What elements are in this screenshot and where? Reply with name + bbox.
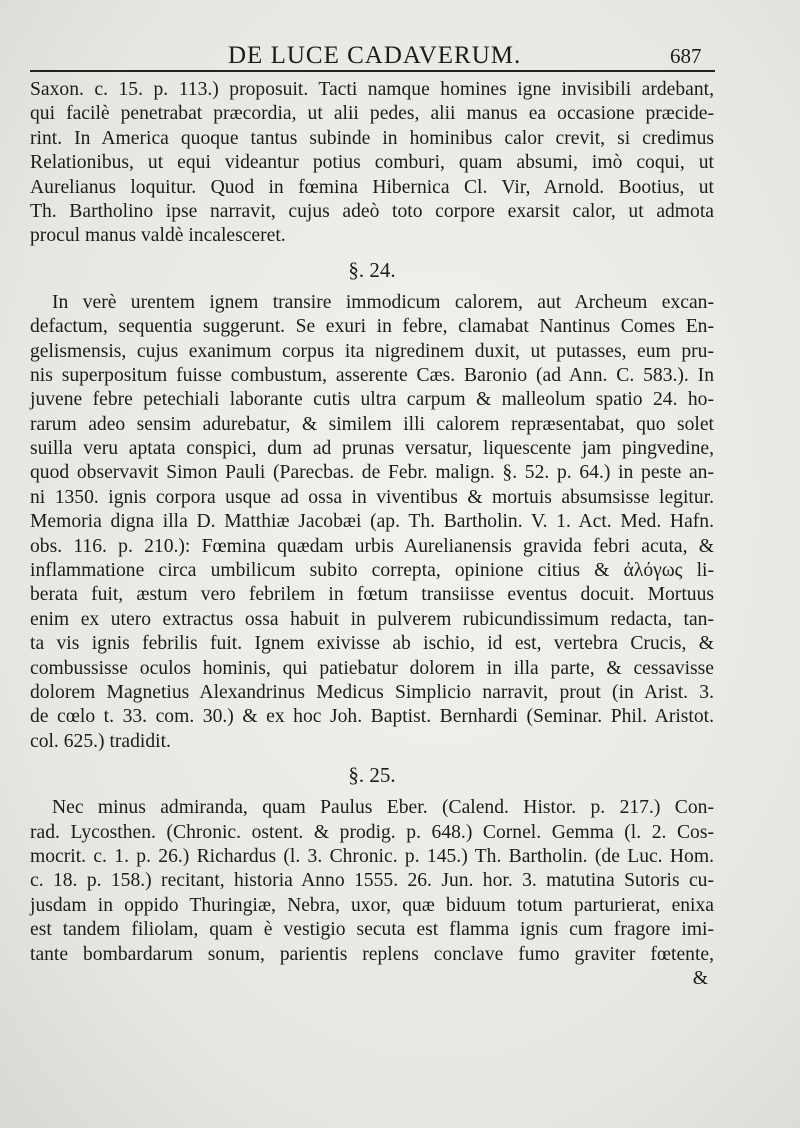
page-number: 687 <box>670 44 702 68</box>
section-heading: §. 25. <box>348 763 396 788</box>
text-line: tante bombardarum sonum, parientis replens conclave fumo graviter fœtente, <box>30 943 714 965</box>
text-line: In verè urentem ignem transire immodicum calorem, aut Archeum excan- <box>52 291 714 313</box>
section-heading: §. 24. <box>348 257 396 282</box>
text-line: qui facilè penetrabat præcordia, ut alii pedes, alii manus ea occasione præcide- <box>30 103 714 125</box>
text-line: Th. Bartholino ipse narravit, cujus adeò toto corpore exarsit calor, ut admota <box>30 200 714 222</box>
text-line: est tandem filiolam, quam è vestigio secuta est flamma ignis cum fragore imi- <box>30 919 714 941</box>
text-line: ni 1350. ignis corpora usque ad ossa in viventibus & mortuis absumsisse legitur. <box>30 486 714 508</box>
text-line: inflammatione circa umbilicum subito correpta, opinione citius & ἀλόγως li- <box>30 560 714 582</box>
text-line: gelismensis, cujus exanimum corpus ita nigredinem duxit, ut putasses, eum pru- <box>30 340 714 362</box>
text-line: obs. 116. p. 210.): Fœmina quædam urbis Aurelianensis gravida febri acuta, & <box>30 535 714 557</box>
running-head <box>0 38 800 72</box>
text-line: Nec minus admiranda, quam Paulus Eber. (Calend. Histor. p. 217.) Con- <box>52 797 714 819</box>
text-line: c. 18. p. 158.) recitant, historia Anno 1555. 26. Jun. hor. 3. matutina Sutoris cu- <box>30 870 714 892</box>
running-title: DE LUCE CADAVERUM. <box>228 42 522 69</box>
header-rule <box>30 70 715 72</box>
text-line: mocrit. c. 1. p. 26.) Richardus (l. 3. Chronic. p. 145.) Th. Bartholin. (de Luc. Hom. <box>30 845 714 867</box>
text-line: enim ex utero extractus ossa habuit in pulverem rubicundissimum redacta, tan- <box>30 608 714 630</box>
text-line: rarum adeo sensim adurebatur, & similem illi calorem repræsentabat, quo solet <box>30 413 714 435</box>
text-line: col. 625.) tradidit. <box>30 730 171 752</box>
text-line: suilla veru aptata conspici, dum ad prunas versatur, liquescente jam pingvedine, <box>30 438 714 460</box>
text-line: ta vis ignis febrilis fuit. Ignem exivisse ab ischio, id est, vertebra Crucis, & <box>30 633 714 655</box>
text-line: Saxon. c. 15. p. 113.) proposuit. Tacti namque homines igne invisibili ardebant, <box>30 79 714 100</box>
text-line: jusdam in oppido Thuringiæ, Nebra, uxor, quæ biduum totum parturierat, enixa <box>30 894 714 916</box>
text-line: berata fuit, æstum vero febrilem in fœtum transiisse eventus docuit. Mortuus <box>30 584 714 606</box>
text-line: juvene febre petechiali laborante cutis ultra carpum & malleolum spatio 24. ho- <box>30 389 714 411</box>
text-line: dolorem Magnetius Alexandrinus Medicus Simplicio narravit, prout (in Arist. 3. <box>30 681 714 703</box>
body-text <box>30 78 714 991</box>
text-line: Memoria digna illa D. Matthiæ Jacobæi (ap. Th. Bartholin. V. 1. Act. Med. Hafn. <box>30 511 714 533</box>
text-line: procul manus valdè incalesceret. <box>30 225 286 247</box>
catchword: & <box>692 967 708 989</box>
text-line: Relationibus, ut equi videantur potius comburi, quam absumi, imò coqui, ut <box>30 152 714 174</box>
text-line: de cœlo t. 33. com. 30.) & ex hoc Joh. Baptist. Bernhardi (Seminar. Phil. Aristot. <box>30 706 714 728</box>
text-line: quod observavit Simon Pauli (Parecbas. de Febr. malign. §. 52. p. 64.) in peste an- <box>30 462 714 484</box>
text-line: combussisse oculos hominis, qui patiebatur dolorem in illa parte, & cessavisse <box>30 657 714 679</box>
text-line: defactum, sequentia suggerunt. Se exuri in febre, clamabat Nantinus Comes En- <box>30 316 714 338</box>
text-line: nis superpositum fuisse combustum, asserente Cæs. Baronio (ad Ann. C. 583.). In <box>30 364 714 386</box>
text-line: Aurelianus loquitur. Quod in fœmina Hibernica Cl. Vir, Arnold. Bootius, ut <box>30 176 714 198</box>
text-line: rint. In America quoque tantus subinde in hominibus calor crevit, si credimus <box>30 127 714 149</box>
text-line: rad. Lycosthen. (Chronic. ostent. & prodig. p. 648.) Cornel. Gemma (l. 2. Cos- <box>30 821 714 843</box>
